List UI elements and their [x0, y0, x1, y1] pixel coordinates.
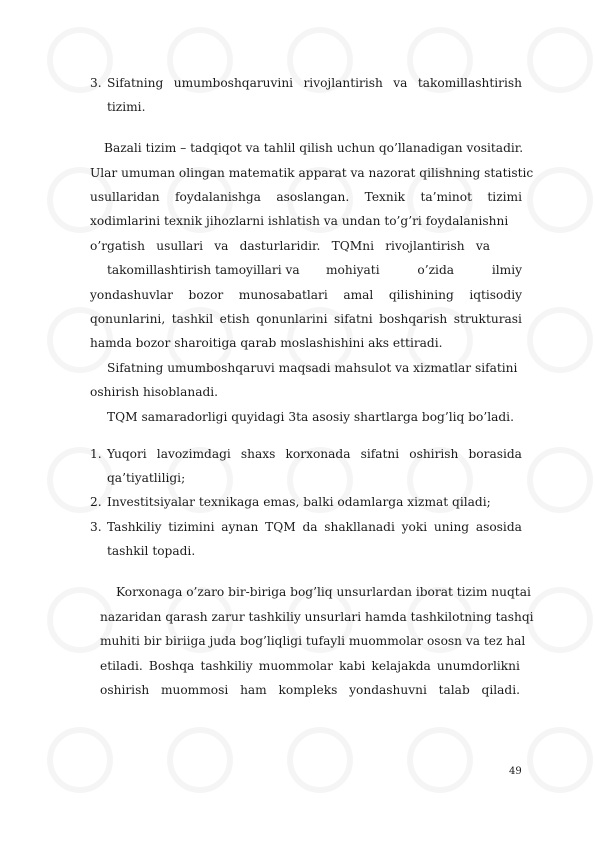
list-number: 3. [90, 520, 102, 534]
word: strukturasi [453, 312, 522, 326]
paragraph-line: muhiti bir biriiga juda bog’liqligi tufayli muommolar ososn va tez hal [100, 634, 526, 648]
word: TQMni [331, 239, 374, 253]
paragraph-line [90, 287, 522, 303]
word: tashkil [171, 312, 214, 326]
list-number: 2. [90, 495, 102, 509]
list-item-line [107, 519, 522, 535]
word: iqtisodiy [469, 288, 522, 302]
word: rivojlantirish [303, 76, 383, 90]
word: o’zida [417, 263, 455, 277]
word: Texnik [364, 190, 406, 204]
word: etish [219, 312, 250, 326]
paragraph-line [100, 658, 520, 674]
page-number: 49 [509, 766, 522, 777]
paragraph-line: takomillashtirish tamoyillari va [107, 263, 300, 277]
word: sifatni [360, 447, 400, 461]
word: etiladi. [100, 659, 143, 673]
word: ta’minot [420, 190, 473, 204]
list-item-line: qa’tiyatliligi; [107, 471, 186, 485]
word: uning [433, 520, 470, 534]
paragraph-line [100, 682, 520, 698]
word: asoslangan. [276, 190, 350, 204]
word: oshirish [100, 683, 150, 697]
word: muommolar [258, 659, 333, 673]
list-number: 1. [90, 447, 102, 461]
word: qonunlarini, [90, 312, 166, 326]
list-item-line: tashkil topadi. [107, 544, 196, 558]
word: usullaridan [90, 190, 160, 204]
word: Tashkiliy [107, 520, 162, 534]
word: TQM [265, 520, 296, 534]
paragraph-line [326, 262, 522, 278]
word: Yuqori [107, 447, 147, 461]
word: yoki [401, 520, 428, 534]
paragraph-line: nazaridan qarash zarur tashkiliy unsurlari hamda tashkilotning tashqi [100, 610, 534, 624]
word: unumdorlikni [436, 659, 520, 673]
word: Boshqa [148, 659, 195, 673]
word: qilishining [388, 288, 454, 302]
word: shakllanadi [324, 520, 395, 534]
word: mohiyati [326, 263, 380, 277]
word: umumboshqaruvini [173, 76, 294, 90]
word: da [302, 520, 318, 534]
list-item-line [107, 75, 522, 91]
list-item-line: tizimi. [107, 100, 146, 114]
word: ham [240, 683, 267, 697]
paragraph-line: TQM samaradorligi quyidagi 3ta asosiy shartlarga bog’liq bo’ladi. [107, 410, 514, 424]
word: va [393, 76, 408, 90]
paragraph-line [90, 311, 522, 327]
word: kabi [339, 659, 366, 673]
word: bozor [188, 288, 224, 302]
word: va [214, 239, 229, 253]
word: oshirish [409, 447, 459, 461]
paragraph-line: Korxonaga o’zaro bir-biriga bog’liq unsurlardan iborat tizim nuqtai [116, 585, 531, 599]
paragraph-line: xodimlarini texnik jihozlarni ishlatish va undan to’g’ri foydalanishni [90, 214, 509, 228]
word: sifatni [334, 312, 373, 326]
word: ilmiy [491, 263, 522, 277]
word: yondashuvlar [90, 288, 173, 302]
word: qonunlarini [256, 312, 328, 326]
paragraph-line: oshirish hisoblanadi. [90, 385, 219, 399]
word: kompleks [278, 683, 338, 697]
list-number: 3. [90, 76, 102, 90]
paragraph-line: hamda bozor sharoitiga qarab moslashishini aks ettiradi. [90, 336, 443, 350]
word: aynan [221, 520, 259, 534]
word: foydalanishga [175, 190, 261, 204]
word: usullari [156, 239, 203, 253]
list-item-line: Investitsiyalar texnikaga emas, balki odamlarga xizmat qiladi; [107, 495, 491, 509]
word: tizimini [168, 520, 215, 534]
word: talab [438, 683, 470, 697]
paragraph-line: Ular umuman olingan matematik apparat va nazorat qilishning statistic [90, 166, 534, 180]
paragraph-line: Bazali tizim – tadqiqot va tahlil qilish uchun qo’llanadigan vositadir. [104, 141, 524, 155]
word: borasida [468, 447, 522, 461]
word: shaxs [240, 447, 276, 461]
word: asosida [475, 520, 522, 534]
paragraph-line [90, 238, 490, 254]
word: yondashuvni [349, 683, 427, 697]
word: o’rgatish [90, 239, 146, 253]
word: amal [343, 288, 374, 302]
word: Sifatning [107, 76, 164, 90]
word: boshqarish [379, 312, 448, 326]
word: munosabatlari [238, 288, 328, 302]
word: lavozimdagi [156, 447, 231, 461]
word: tizimi [487, 190, 522, 204]
word: dasturlaridir. [239, 239, 321, 253]
word: takomillashtirish [417, 76, 522, 90]
paragraph-line [90, 189, 522, 205]
word: muommosi [160, 683, 229, 697]
paragraph-line: Sifatning umumboshqaruvi maqsadi mahsulot va xizmatlar sifatini [107, 361, 518, 375]
list-item-line [107, 446, 522, 462]
word: rivojlantirish [385, 239, 465, 253]
word: tashkiliy [200, 659, 253, 673]
word: kelajakda [371, 659, 431, 673]
word: korxonada [285, 447, 351, 461]
word: va [475, 239, 490, 253]
word: qiladi. [481, 683, 520, 697]
